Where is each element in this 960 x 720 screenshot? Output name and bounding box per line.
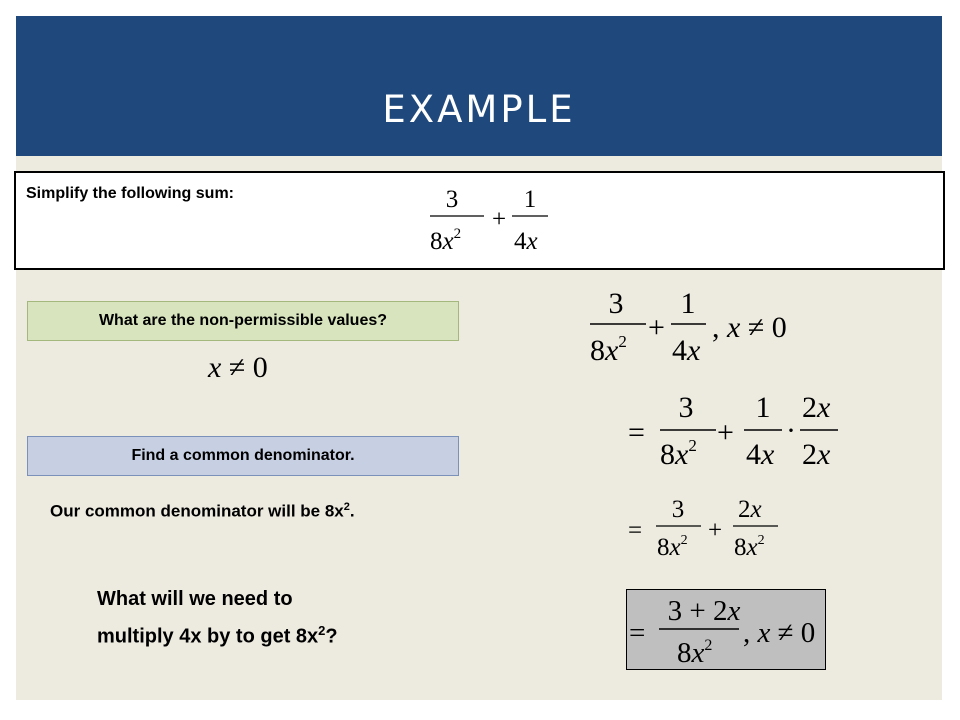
svg-text:4x: 4x bbox=[514, 228, 538, 255]
multiply-question: What will we need to multiply 4x by to get $8x^2$? bbox=[97, 588, 338, 648]
svg-text:x ≠ 0: x ≠ 0 bbox=[208, 351, 268, 384]
problem-expression bbox=[426, 181, 556, 266]
step-1-expression bbox=[586, 285, 806, 370]
svg-text:8x2: $8x^2$ bbox=[657, 533, 688, 561]
svg-text:8x2: $8x^2$ bbox=[660, 436, 697, 471]
svg-text:8x2: $8x^2$ bbox=[590, 332, 627, 367]
svg-text:4x: 4x bbox=[746, 438, 775, 471]
problem-box bbox=[14, 171, 945, 270]
final-answer-expression bbox=[629, 592, 825, 673]
svg-text:2x: 2x bbox=[802, 391, 831, 424]
svg-text:=: = bbox=[628, 517, 643, 544]
svg-text:·: · bbox=[786, 414, 796, 447]
svg-text:3 + 2x: 3 + 2x bbox=[667, 595, 741, 627]
svg-text:+: + bbox=[648, 311, 665, 344]
slide-title: EXAMPLE bbox=[382, 88, 576, 131]
svg-text:8x2: $8x^2$ bbox=[734, 533, 765, 561]
svg-text:+: + bbox=[708, 517, 723, 544]
svg-text:+: + bbox=[717, 416, 734, 449]
svg-text:2x: 2x bbox=[738, 496, 762, 523]
step-3-expression bbox=[628, 493, 788, 568]
svg-text:+: + bbox=[492, 206, 507, 233]
npv-answer bbox=[208, 348, 298, 393]
common-denominator-note: Our common denominator will be $8x^2$. bbox=[50, 501, 355, 521]
svg-text:1: 1 bbox=[523, 186, 537, 213]
svg-text:4x: 4x bbox=[672, 334, 701, 367]
svg-text:, x ≠ 0: , x ≠ 0 bbox=[743, 617, 816, 649]
svg-text:1: 1 bbox=[680, 287, 696, 320]
step-2-expression bbox=[626, 390, 856, 475]
svg-text:3: 3 bbox=[671, 496, 685, 523]
svg-text:2x: 2x bbox=[802, 438, 831, 471]
question-common-denominator-box: Find a common denominator. bbox=[27, 436, 459, 476]
svg-text:8x2: $8x^2$ bbox=[677, 637, 713, 669]
svg-text:3: 3 bbox=[445, 186, 459, 213]
svg-text:=: = bbox=[629, 617, 646, 649]
svg-text:3: 3 bbox=[608, 287, 624, 320]
svg-text:8x2: $8x^2$ bbox=[430, 226, 462, 255]
svg-text:1: 1 bbox=[755, 391, 771, 424]
svg-text:=: = bbox=[628, 416, 645, 449]
final-answer-box bbox=[626, 589, 826, 670]
question-npv-box: What are the non-permissible values? bbox=[27, 301, 459, 341]
title-bar bbox=[16, 16, 942, 156]
svg-text:, x ≠ 0: , x ≠ 0 bbox=[712, 311, 787, 344]
problem-label: Simplify the following sum: bbox=[26, 185, 234, 202]
svg-text:3: 3 bbox=[678, 391, 694, 424]
